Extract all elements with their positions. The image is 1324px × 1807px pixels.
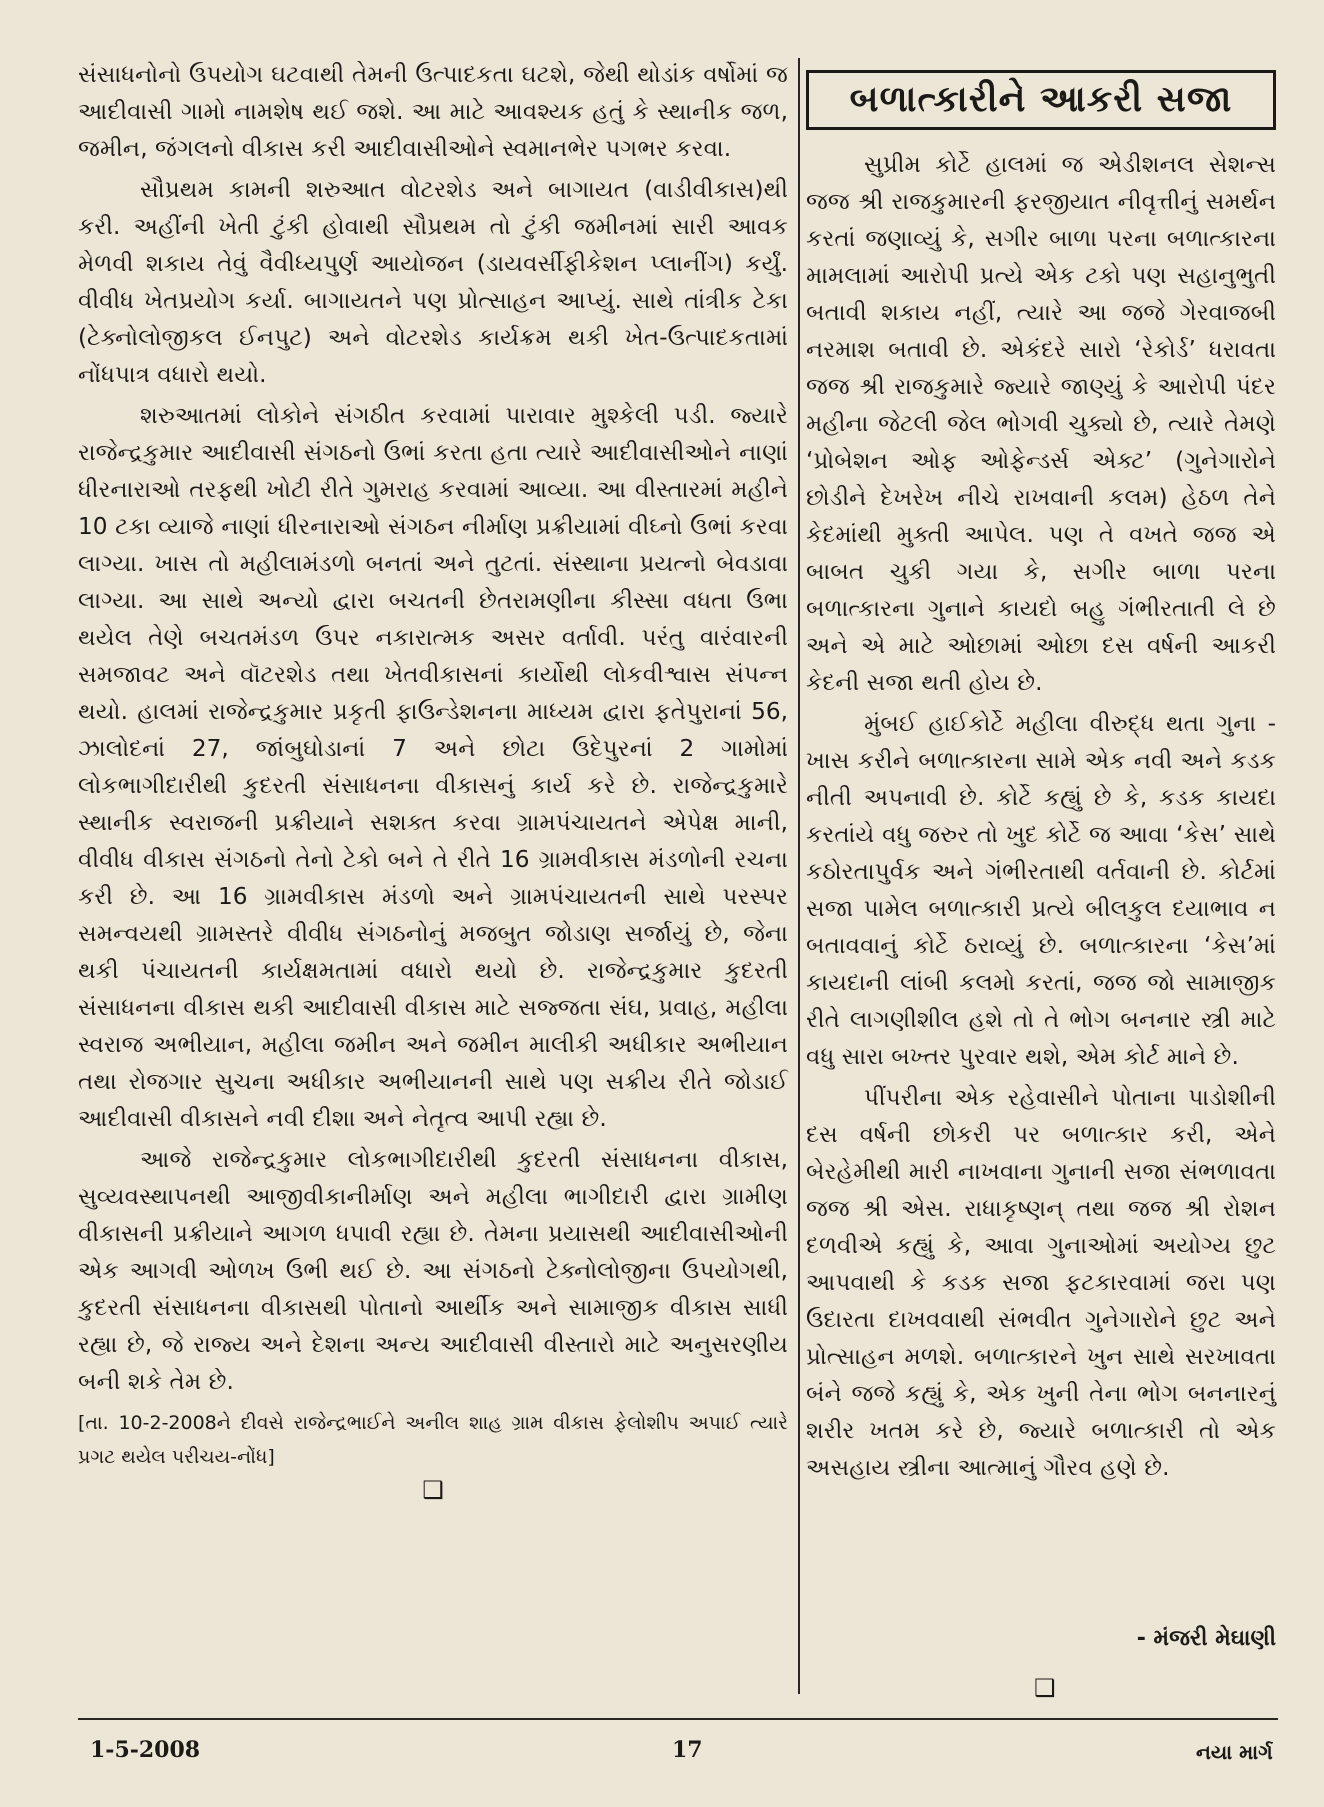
end-square-icon: ❑ xyxy=(422,1476,444,1504)
article-headline: બળાત્કારીને આકરી સજા xyxy=(806,70,1276,130)
article-paragraph: સંસાધનોનો ઉપયોગ ઘટવાથી તેમની ઉત્પાદકતા ઘટશે, જેથી થોડાંક વર્ષોમાં જ આદીવાસી ગામો નામશેષ થઈ જશે. આ માટે આવશ્યક હતું કે સ્થાનીક જળ, જમીન, જંગલનો વીકાસ કરી આદીવાસીઓને સ્વમાનભેર પગભર કરવા. xyxy=(78,61,788,162)
right-column xyxy=(806,56,1276,1702)
article-paragraph: પીંપરીના એક રહેવાસીને પોતાના પાડોશીની દસ વર્ષની છોકરી પર બળાત્કાર કરી, એને બેરહેમીથી મારી નાખવાના ગુનાની સજા સંભળાવતા જજ શ્રી એસ. રાધાકૃષ્ણન્ તથા જજ શ્રી રોશન દળવીએ કહ્યું કે, આવા ગુનાઓમાં અયોગ્ય છુટ આપવાથી કે કડક સજા ફટકારવામાં જરા પણ ઉદારતા દાખવવાથી સંભવીત ગુનેગારોને છુટ અને પ્રોત્સાહન મળશે. બળાત્કારને ખુન સાથે સરખાવતા બંને જજે કહ્યું કે, એક ખુની તેના ભોગ બનનારનું શરીર ખતમ કરે છે, જ્યારે બળાત્કારી તો એક અસહાય સ્ત્રીના આત્માનું ગૌરવ હણે છે. xyxy=(806,1084,1276,1481)
footer-date: 1-5-2008 xyxy=(90,1737,201,1763)
column-divider xyxy=(798,58,800,1694)
article-note: [તા. 10-2-2008ને દીવસે રાજેન્દ્રભાઈને અનીલ શાહ ગ્રામ વીકાસ ફેલોશીપ અપાઈ ત્યારે પ્રગટ થયેલ પરીચય-નોંધ] xyxy=(78,1412,788,1468)
article-paragraph: સુપ્રીમ કોર્ટે હાલમાં જ એડીશનલ સેશન્સ જજ શ્રી રાજકુમારની ફરજીયાત નીવૃત્તીનું સમર્થન કરતાં જણાવ્યું કે, સગીર બાળા પરના બળાત્કારના મામલામાં આરોપી પ્રત્યે એક ટકો પણ સહાનુભુતી બતાવી શકાય નહીં, ત્યારે આ જજે ગેરવાજબી નરમાશ બતાવી છે. એકંદરે સારો ‘રેકોર્ડ’ ધરાવતા જજ શ્રી રાજકુમારે જ્યારે જાણ્યું કે આરોપી પંદર મહીના જેટલી જેલ ભોગવી ચુક્યો છે, ત્યારે તેમણે ‘પ્રોબેશન ઓફ ઓફેન્ડર્સ એક્ટ’ (ગુનેગારોને છોડીને દેખરેખ નીચે રાખવાની કલમ) હેઠળ તેને કેદમાંથી મુક્તી આપેલ. પણ તે વખતે જજ એ બાબત ચુકી ગયા કે, સગીર બાળા પરના બળાત્કારના ગુનાને કાયદો બહુ ગંભીરતાતી લે છે અને એ માટે ઓછામાં ઓછા દસ વર્ષની આકરી કેદની સજા થતી હોય છે. xyxy=(806,151,1276,696)
article-paragraph: મુંબઈ હાઈકોર્ટે મહીલા વીરુદ્ધ થતા ગુના - ખાસ કરીને બળાત્કારના સામે એક નવી અને કડક નીતી અપનાવી છે. કોર્ટે કહ્યું છે કે, કડક કાયદા કરતાંયે વધુ જરુર તો ખુદ કોર્ટે જ આવા ‘કેસ’ સાથે કઠોરતાપુર્વક અને ગંભીરતાથી વર્તવાની છે. કોર્ટમાં સજા પામેલ બળાત્કારી પ્રત્યે બીલકુલ દયાભાવ ન બતાવવાનું કોર્ટે ઠરાવ્યું છે. બળાત્કારના ‘કેસ’માં કાયદાની લાંબી કલમો કરતાં, જજ જો સામાજીક રીતે લાગણીશીલ હશે તો તે ભોગ બનનાર સ્ત્રી માટે વધુ સારા બખ્તર પુરવાર થશે, એમ કોર્ટ માને છે. xyxy=(806,710,1276,1070)
article-paragraph: શરુઆતમાં લોકોને સંગઠીત કરવામાં પારાવાર મુશ્કેલી પડી. જ્યારે રાજેન્દ્રકુમાર આદીવાસી સંગઠનો ઉભાં કરતા હતા ત્યારે આદીવાસીઓને નાણાં ધીરનારાઓ તરફથી ખોટી રીતે ગુમરાહ કરવામાં આવ્યા. આ વીસ્તારમાં મહીને 10 ટકા વ્યાજે નાણાં ધીરનારાઓ સંગઠન નીર્માણ પ્રક્રીયામાં વીઘ્નો ઉભાં કરવા લાગ્યા. ખાસ તો મહીલામંડળો બનતાં અને તુટતાં. સંસ્થાના પ્રયત્નો બેવડાવા લાગ્યા. આ સાથે અન્યો દ્વારા બચતની છેતરામણીના કીસ્સા વધતા ઉભા થયેલ તેણે બચતમંડળ ઉપર નકારાત્મક અસર વર્તાવી. પરંતુ વારંવારની સમજાવટ અને વૉટરશેડ તથા ખેતવીકાસનાં કાર્યોથી લોકવીશ્વાસ સંપન્ન થયો. હાલમાં રાજેન્દ્રકુમાર પ્રકૃતી ફાઉન્ડેશનના માધ્યમ દ્વારા ફતેપુરાનાં 56, ઝાલોદનાં 27, જાંબુઘોડાનાં 7 અને છોટા ઉદેપુરનાં 2 ગામોમાં લોકભાગીદારીથી કુદરતી સંસાધનના વીકાસનું કાર્ય કરે છે. રાજેન્દ્રકુમારે સ્થાનીક સ્વરાજની પ્રક્રીયાને સશક્ત કરવા ગ્રામપંચાયતને એપેક્ષ માની, વીવીધ વીકાસ સંગઠનો તેનો ટેકો બને તે રીતે 16 ગ્રામવીકાસ મંડળોની રચના કરી છે. આ 16 ગ્રામવીકાસ મંડળો અને ગ્રામપંચાયતની સાથે પરસ્પર સમન્વયથી ગ્રામસ્તરે વીવીધ સંગઠનોનું મજબુત જોડાણ સર્જાયું છે, જેના થકી પંચાયતની કાર્યક્ષમતામાં વધારો થયો છે. રાજેન્દ્રકુમાર કુદરતી સંસાધનના વીકાસ થકી આદીવાસી વીકાસ માટે સજ્જતા સંઘ, પ્રવાહ, મહીલા સ્વરાજ અભીયાન, મહીલા જમીન અને જમીન માલીકી અધીકાર અભીયાન તથા રોજગાર સુચના અધીકાર અભીયાનની સાથે પણ સક્રીય રીતે જોડાઈ આદીવાસી વીકાસને નવી દીશા અને નેતૃત્વ આપી રહ્યા છે. xyxy=(78,402,788,1132)
page-number: 17 xyxy=(672,1737,703,1763)
magazine-name: નયા માર્ગ xyxy=(1196,1740,1273,1764)
article-paragraph: સૌપ્રથમ કામની શરુઆત વોટરશેડ અને બાગાયત (વાડીવીકાસ)થી કરી. અહીંની ખેતી ટુંકી હોવાથી સૌપ્રથમ તો ટુંકી જમીનમાં સારી આવક મેળવી શકાય તેવું વૈવીધ્યપુર્ણ આયોજન (ડાયવર્સીફીકેશન પ્લાનીંગ) કર્યું. વીવીધ ખેતપ્રયોગ કર્યા. બાગાયતને પણ પ્રોત્સાહન આપ્યું. સાથે તાંત્રીક ટેકા (ટેક્નોલોજીકલ ઈનપુટ) અને વોટરશેડ કાર્યક્રમ થકી ખેત-ઉત્પાદકતામાં નોંધપાત્ર વધારો થયો. xyxy=(78,176,788,388)
footer-rule xyxy=(78,1718,1278,1720)
article-paragraph: આજે રાજેન્દ્રકુમાર લોકભાગીદારીથી કુદરતી સંસાધનના વીકાસ, સુવ્યવસ્થાપનથી આજીવીકાનીર્માણ અને મહીલા ભાગીદારી દ્વારા ગ્રામીણ વીકાસની પ્રક્રીયાને આગળ ધપાવી રહ્યા છે. તેમના પ્રયાસથી આદીવાસીઓની એક આગવી ઓળખ ઉભી થઈ છે. આ સંગઠનો ટેક્નોલોજીના ઉપયોગથી, કુદરતી સંસાધનના વીકાસથી પોતાનો આર્થીક અને સામાજીક વીકાસ સાધી રહ્યા છે, જે રાજ્ય અને દેશના અન્ય આદીવાસી વીસ્તારો માટે અનુસરણીય બની શકે તેમ છે. xyxy=(78,1146,788,1395)
left-column xyxy=(78,56,788,1504)
end-square-icon: ❑ xyxy=(1034,1674,1056,1702)
article-author: - મંજરી મેઘાણી xyxy=(1136,1626,1276,1651)
